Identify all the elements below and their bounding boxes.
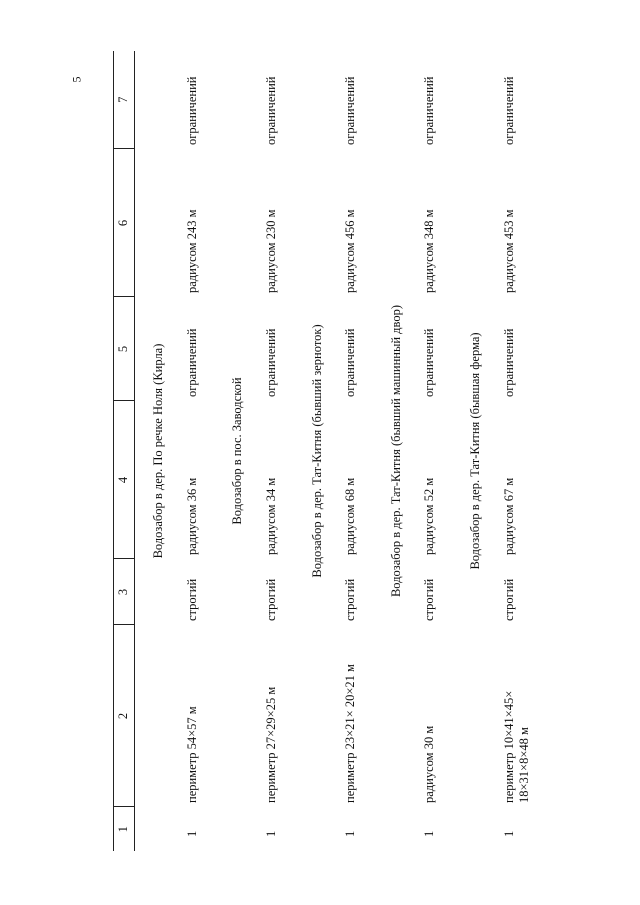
column-header: 4 (114, 401, 135, 559)
table-cell: радиусом 67 м (501, 477, 516, 555)
table-cell: радиусом 52 м (422, 477, 437, 555)
column-header: 3 (114, 559, 135, 625)
table-cell: ограничений (501, 76, 516, 145)
table-cell: радиусом 456 м (343, 209, 358, 293)
table-row (496, 51, 547, 851)
table-cell: периметр 27×29×25 м (263, 686, 278, 803)
table-cell: радиусом 68 м (343, 477, 358, 555)
column-header: 7 (114, 51, 135, 149)
section-title: Водозабор в дер. Тат-Китня (бывший машинный двор) (388, 304, 403, 598)
table-cell: 1 (263, 830, 278, 837)
table-cell: радиусом 30 м (422, 725, 437, 803)
table-cell: ограничений (263, 328, 278, 397)
table-row (416, 51, 452, 851)
table-row (258, 51, 294, 851)
section-title: Водозабор в дер. По речке Ноля (Кирла) (151, 343, 165, 559)
table-cell: ограничений (184, 76, 199, 145)
column-header: 5 (114, 297, 135, 401)
table-header-row (114, 51, 135, 851)
table-cell: 1 (184, 830, 199, 837)
table-cell: периметр 54×57 м (184, 706, 199, 803)
table-cell: радиусом 230 м (263, 209, 278, 293)
water-intake-table (113, 51, 547, 851)
table-cell: строгий (263, 578, 278, 621)
section-title-row (452, 51, 496, 851)
table-row (179, 51, 215, 851)
table-cell: радиусом 348 м (422, 209, 437, 293)
table-cell: строгий (184, 578, 199, 621)
table-cell: ограничений (184, 328, 199, 397)
column-header: 2 (114, 625, 135, 807)
table-cell: радиусом 34 м (263, 477, 278, 555)
section-title: Водозабор в дер. Тат-Китня (бывшая ферма) (468, 332, 482, 570)
section-title: Водозабор в пос. Заводской (230, 377, 245, 525)
table-cell: радиусом 36 м (184, 477, 199, 555)
table-cell: строгий (422, 578, 437, 621)
table-cell: периметр 23×21× 20×21 м (343, 664, 358, 803)
section-title: Водозабор в дер. Тат-Китня (бывший зерноток) (309, 324, 324, 578)
table-cell: ограничений (343, 328, 358, 397)
table-cell: ограничений (343, 76, 358, 145)
column-header: 1 (114, 807, 135, 851)
table-cell: ограничений (263, 76, 278, 145)
table-cell: ограничений (501, 328, 516, 397)
table-cell: периметр 10×41×45× 18×31×8×48 м (501, 690, 532, 803)
column-header: 6 (114, 149, 135, 297)
table-row (337, 51, 373, 851)
rotated-table-frame (113, 51, 599, 851)
table-cell: радиусом 243 м (184, 209, 199, 293)
section-title-row (373, 51, 417, 851)
table-cell: 1 (501, 830, 516, 837)
section-title-row (294, 51, 338, 851)
table-cell: 1 (422, 830, 437, 837)
table-cell: строгий (501, 578, 516, 621)
page-number: 5 (69, 76, 84, 83)
table-cell: 1 (343, 830, 358, 837)
section-title-row (135, 51, 179, 851)
table-cell: ограничений (422, 76, 437, 145)
section-title-row (214, 51, 258, 851)
table-cell: ограничений (422, 328, 437, 397)
table-cell: строгий (343, 578, 358, 621)
table-cell: радиусом 453 м (501, 209, 516, 293)
